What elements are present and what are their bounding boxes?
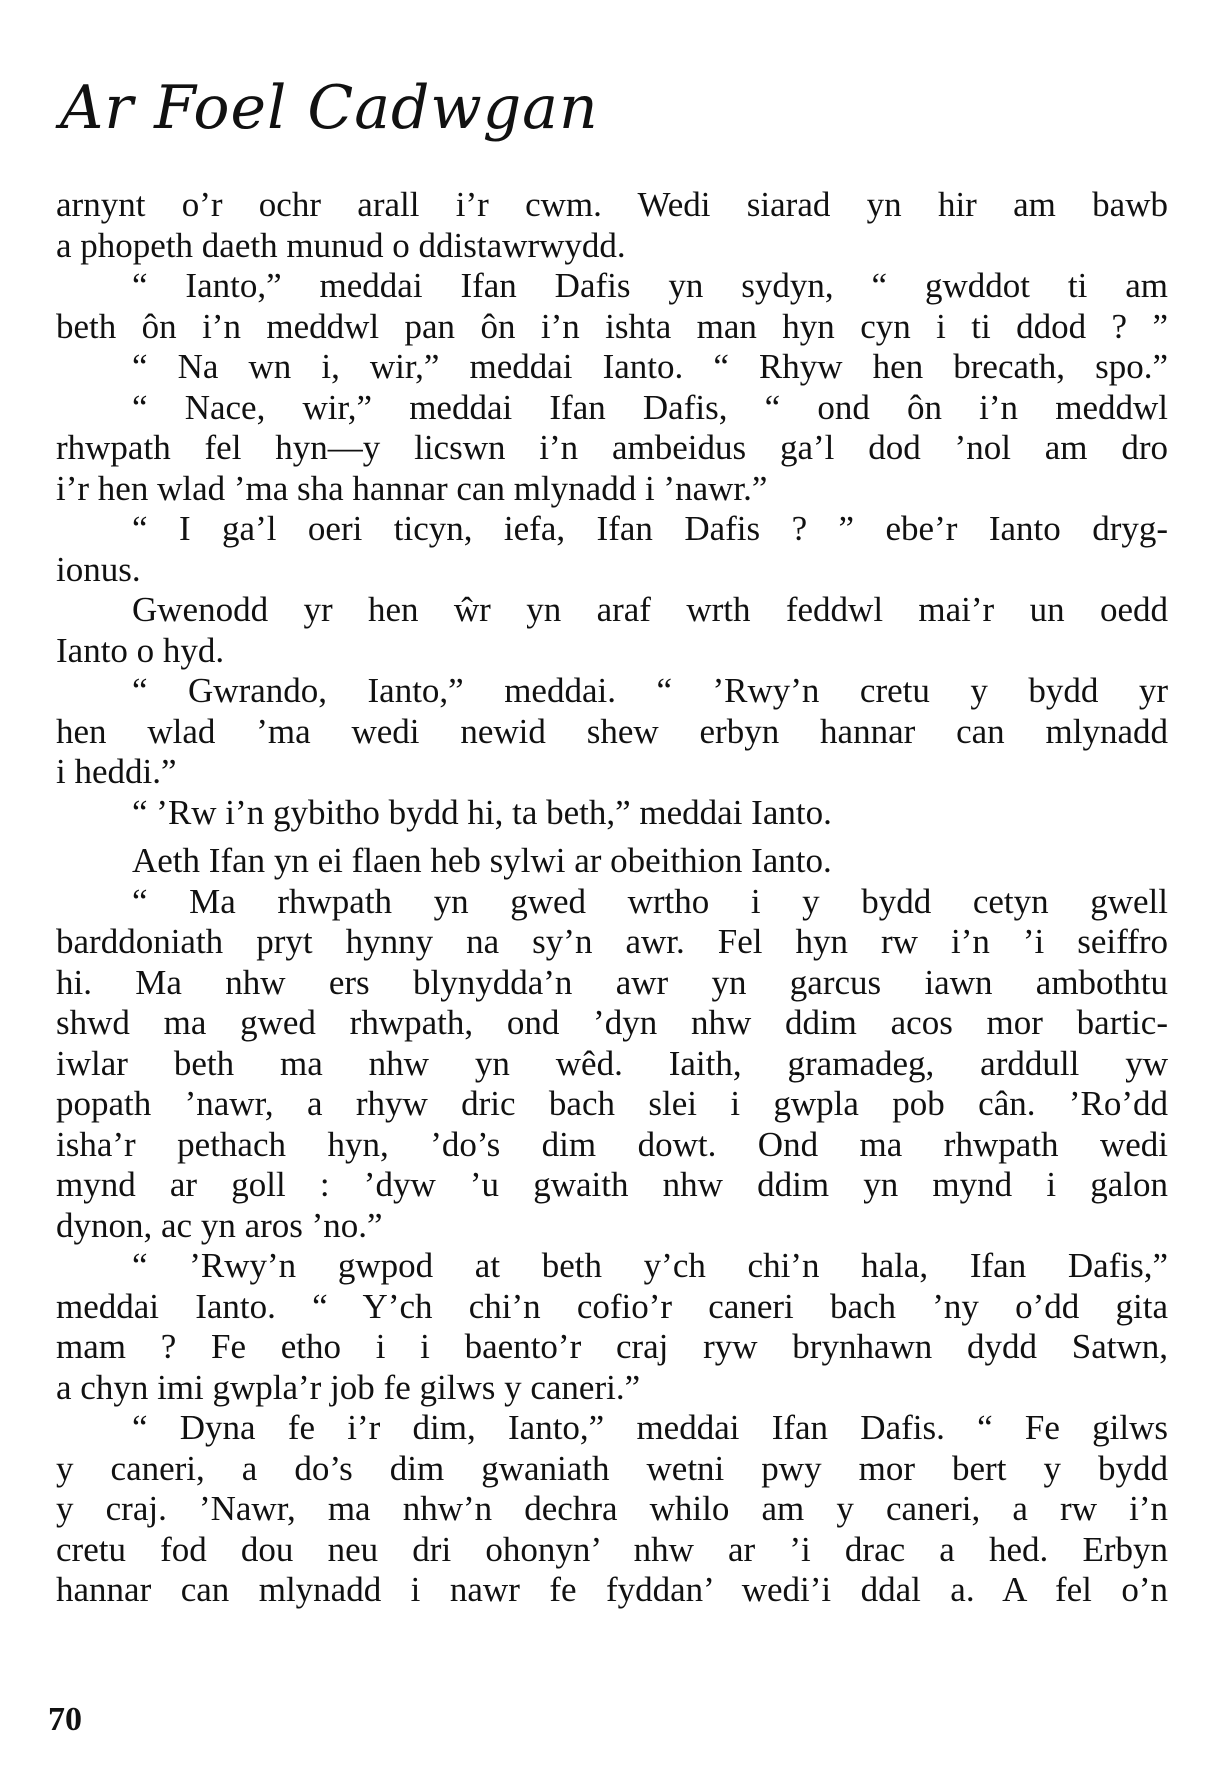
- text-line: mam ? Fe etho i i baento’r craj ryw brynhawn dydd Satwn,: [56, 1327, 1168, 1366]
- text-line: popath ’nawr, a rhyw dric bach slei i gwpla pob cân. ’Ro’dd: [56, 1084, 1168, 1123]
- text-line: beth ôn i’n meddwl pan ôn i’n ishta man hyn cyn i ti ddod ? ”: [56, 306, 1168, 346]
- text-line: isha’r pethach hyn, ’do’s dim dowt. Ond ma rhwpath wedi: [56, 1124, 1168, 1164]
- text-line: hannar can mlynadd i nawr fe fyddan’ wedi’i ddal a. A fel o’n: [56, 1570, 1168, 1609]
- text-line: cretu fod dou neu dri ohonyn’ nhw ar ’i drac a hed. Erbyn: [56, 1529, 1168, 1569]
- text-line: “ Nace, wir,” meddai Ifan Dafis, “ ond ôn i’n meddwl: [132, 387, 1168, 427]
- text-line: shwd ma gwed rhwpath, ond ’dyn nhw ddim acos mor bartic-: [56, 1003, 1168, 1042]
- text-line: “ I ga’l oeri ticyn, iefa, Ifan Dafis ? ” ebe’r Ianto dryg-: [132, 509, 1168, 548]
- text-line: “ ’Rwy’n gwpod at beth y’ch chi’n hala, Ifan Dafis,”: [132, 1246, 1168, 1285]
- text-line: Aeth Ifan yn ei flaen heb sylwi ar obeithion Ianto.: [132, 841, 832, 880]
- text-line: i’r hen wlad ’ma sha hannar can mlynadd i ’nawr.”: [56, 468, 768, 508]
- text-line: a chyn imi gwpla’r job fe gilws y caneri.”: [56, 1367, 641, 1407]
- text-line: “ Na wn i, wir,” meddai Ianto. “ Rhyw hen brecath, spo.”: [132, 347, 1168, 386]
- text-line: i heddi.”: [56, 752, 177, 791]
- text-line: “ ’Rw i’n gybitho bydd hi, ta beth,” meddai Ianto.: [132, 792, 832, 832]
- page-number: 70: [48, 1701, 82, 1738]
- text-line: “ Ma rhwpath yn gwed wrtho i y bydd cetyn gwell: [132, 881, 1168, 921]
- text-line: y craj. ’Nawr, ma nhw’n dechra whilo am y caneri, a rw i’n: [56, 1489, 1168, 1528]
- text-line: meddai Ianto. “ Y’ch chi’n cofio’r caneri bach ’ny o’dd gita: [56, 1286, 1168, 1326]
- text-line: Gwenodd yr hen ŵr yn araf wrth feddwl mai’r un oedd: [132, 590, 1168, 629]
- text-line: “ Gwrando, Ianto,” meddai. “ ’Rwy’n cretu y bydd yr: [132, 671, 1168, 710]
- running-title: Ar Foel Cadwgan: [60, 73, 599, 143]
- text-line: y caneri, a do’s dim gwaniath wetni pwy mor bert y bydd: [56, 1448, 1168, 1488]
- text-line: dynon, ac yn aros ’no.”: [56, 1205, 383, 1245]
- text-line: arnynt o’r ochr arall i’r cwm. Wedi siarad yn hir am bawb: [56, 185, 1168, 224]
- text-line: “ Ianto,” meddai Ifan Dafis yn sydyn, “ gwddot ti am: [132, 266, 1168, 305]
- text-line: “ Dyna fe i’r dim, Ianto,” meddai Ifan Dafis. “ Fe gilws: [132, 1408, 1168, 1447]
- text-line: ionus.: [56, 549, 141, 589]
- text-line: mynd ar goll : ’dyw ’u gwaith nhw ddim yn mynd i galon: [56, 1165, 1168, 1204]
- text-line: hi. Ma nhw ers blynydda’n awr yn garcus iawn ambothtu: [56, 962, 1168, 1002]
- text-line: Ianto o hyd.: [56, 630, 225, 670]
- text-line: hen wlad ’ma wedi newid shew erbyn hannar can mlynadd: [56, 711, 1168, 751]
- text-line: a phopeth daeth munud o ddistawrwydd.: [56, 225, 626, 265]
- text-line: barddoniath pryt hynny na sy’n awr. Fel hyn rw i’n ’i seiffro: [56, 922, 1168, 961]
- text-line: iwlar beth ma nhw yn wêd. Iaith, gramadeg, arddull yw: [56, 1043, 1168, 1083]
- text-line: rhwpath fel hyn—y licswn i’n ambeidus ga’l dod ’nol am dro: [56, 428, 1168, 467]
- body-text: [56, 185, 1168, 1611]
